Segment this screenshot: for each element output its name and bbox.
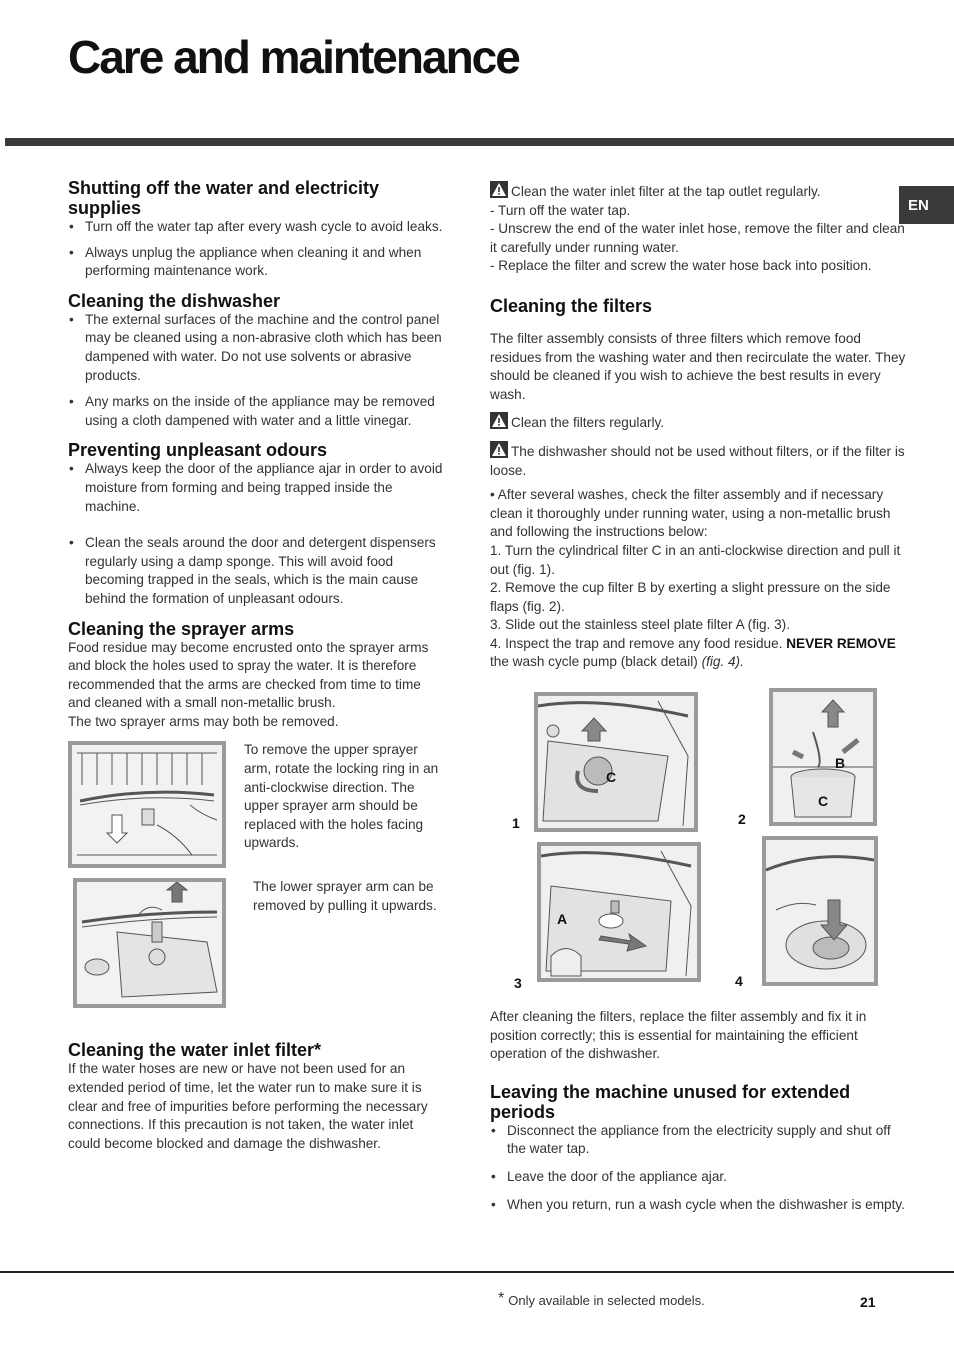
language-tab: EN: [899, 186, 954, 224]
filter-label: A: [557, 911, 568, 928]
filters-heading: Cleaning the filters: [490, 295, 653, 316]
odours-list: [68, 460, 446, 608]
lower-sprayer-figure-row: [68, 878, 446, 1008]
warning-icon: [490, 412, 508, 429]
filters-intro: The filter assembly consists of three filters which remove food residues from the washing water and then recirculate the water. They should be cleaned if you wish to achieve the best results in every wash.: [490, 330, 906, 402]
filter-label: C: [818, 793, 829, 810]
filters-step: 4. Inspect the trap and remove any food residue. NEVER REMOVE the wash cycle pump (black detail) (fig. 4).: [490, 635, 896, 670]
list-item: • Always unplug the appliance when cleaning it and when performing maintenance work.: [68, 244, 446, 281]
lower-sprayer-caption: The lower sprayer arm can be removed by pulling it upwards.: [253, 879, 437, 914]
figure-number: 4: [735, 973, 743, 990]
filters-after: After cleaning the filters, replace the filter assembly and fix it in position correctly; this is essential for maintaining the efficient operation of the dishwasher.: [490, 1009, 867, 1062]
footnote: [498, 1290, 705, 1308]
page-title: Care and maintenance: [68, 31, 519, 83]
list-item: • Leave the door of the appliance ajar.: [490, 1168, 908, 1187]
list-item: • When you return, run a wash cycle when the dishwasher is empty.: [490, 1196, 908, 1215]
filter-figure-1: [534, 692, 698, 832]
list-item: • Any marks on the inside of the appliance may be removed using a cloth dampened with water and a little vinegar.: [68, 393, 446, 430]
upper-sprayer-illustration: [68, 741, 226, 868]
cleaning-list: [68, 311, 446, 431]
footnote-text: Only available in selected models.: [508, 1293, 705, 1308]
sprayer-heading: Cleaning the sprayer arms: [68, 618, 295, 639]
filter-figure-4: [762, 836, 878, 986]
header-divider: [5, 138, 954, 146]
shutoff-heading: Shutting off the water and electricity supplies: [68, 178, 380, 218]
figure-number: 2: [738, 811, 746, 828]
list-item: • Turn off the water tap after every wash cycle to avoid leaks.: [68, 218, 446, 237]
filters-step: 1. Turn the cylindrical filter C in an anti-clockwise direction and pull it out (fig. 1).: [490, 542, 901, 577]
inlet-filter-text: If the water hoses are new or have not been used for an extended period of time, let the water run to make sure it is clear and free of impurities before performing the necessary connections. If this precaution is not taken, the water inlet could become blocked and damage the dishwasher.: [68, 1061, 428, 1151]
list-item: • Disconnect the appliance from the electricity supply and shut off the water tap.: [490, 1122, 908, 1159]
shutoff-list: [68, 218, 446, 281]
footnote-mark: *: [498, 1290, 505, 1307]
filters-step: 3. Slide out the stainless steel plate filter A (fig. 3).: [490, 617, 790, 633]
filters-step: 2. Remove the cup filter B by exerting a slight pressure on the side flaps (fig. 2).: [490, 580, 891, 614]
list-item: • Clean the seals around the door and detergent dispensers regularly using a damp sponge. This will avoid food becoming trapped in the seals, which is the main cause behind the formation of unpleasant odours.: [68, 534, 446, 608]
filter-label: B: [835, 755, 846, 772]
list-item: • Always keep the door of the appliance ajar in order to avoid moisture from forming and being trapped inside the machine.: [68, 460, 446, 516]
inlet-step: - Turn off the water tap.: [490, 202, 631, 218]
list-item: • The external surfaces of the machine and the control panel may be cleaned using a non-abrasive cloth which has been dampened with water. Do not use solvents or abrasive products.: [68, 311, 446, 385]
warning-icon: [490, 441, 508, 458]
sprayer-text: Food residue may become encrusted onto the sprayer arms and block the holes used to spray the water. It is therefore recommended that the arms are checked from time to time and cleaned with a small non-metallic brush.: [68, 639, 429, 711]
filters-check: • After several washes, check the filter assembly and if necessary clean it thoroughly under running water, using a non-metallic brush and following the instructions below:: [490, 487, 891, 540]
unused-heading: Leaving the machine unused for extended periods: [490, 1081, 851, 1122]
warning-icon: [490, 181, 508, 198]
filters-warning: The dishwasher should not be used without filters, or if the filter is loose.: [490, 441, 908, 480]
cleaning-heading: Cleaning the dishwasher: [68, 290, 281, 311]
inlet-filter-heading: Cleaning the water inlet filter*: [68, 1040, 322, 1061]
filter-label: C: [606, 769, 617, 786]
upper-sprayer-figure-row: [68, 741, 446, 868]
footer-divider: [0, 1271, 954, 1273]
figure-number: 3: [514, 975, 522, 992]
unused-list: [490, 1122, 908, 1214]
filters-warning: Clean the filters regularly.: [490, 412, 908, 433]
figure-number: 1: [512, 815, 520, 832]
page-number: 21: [860, 1294, 876, 1310]
filter-figures: [490, 682, 908, 1000]
sprayer-note: The two sprayer arms may both be removed.: [68, 713, 339, 729]
lower-sprayer-illustration: [73, 878, 226, 1008]
left-column: [68, 178, 446, 1153]
inlet-step: - Replace the filter and screw the water hose back into position.: [490, 258, 872, 274]
inlet-step: - Unscrew the end of the water inlet hose, remove the filter and clean it carefully under running water.: [490, 221, 905, 255]
right-column: [490, 181, 908, 1214]
odours-heading: Preventing unpleasant odours: [68, 440, 328, 461]
inlet-warning: Clean the water inlet filter at the tap outlet regularly.: [490, 181, 908, 202]
upper-sprayer-caption: To remove the upper sprayer arm, rotate the locking ring in an anti-clockwise direction. The upper sprayer arm should be replaced with the holes facing upwards.: [244, 742, 439, 851]
